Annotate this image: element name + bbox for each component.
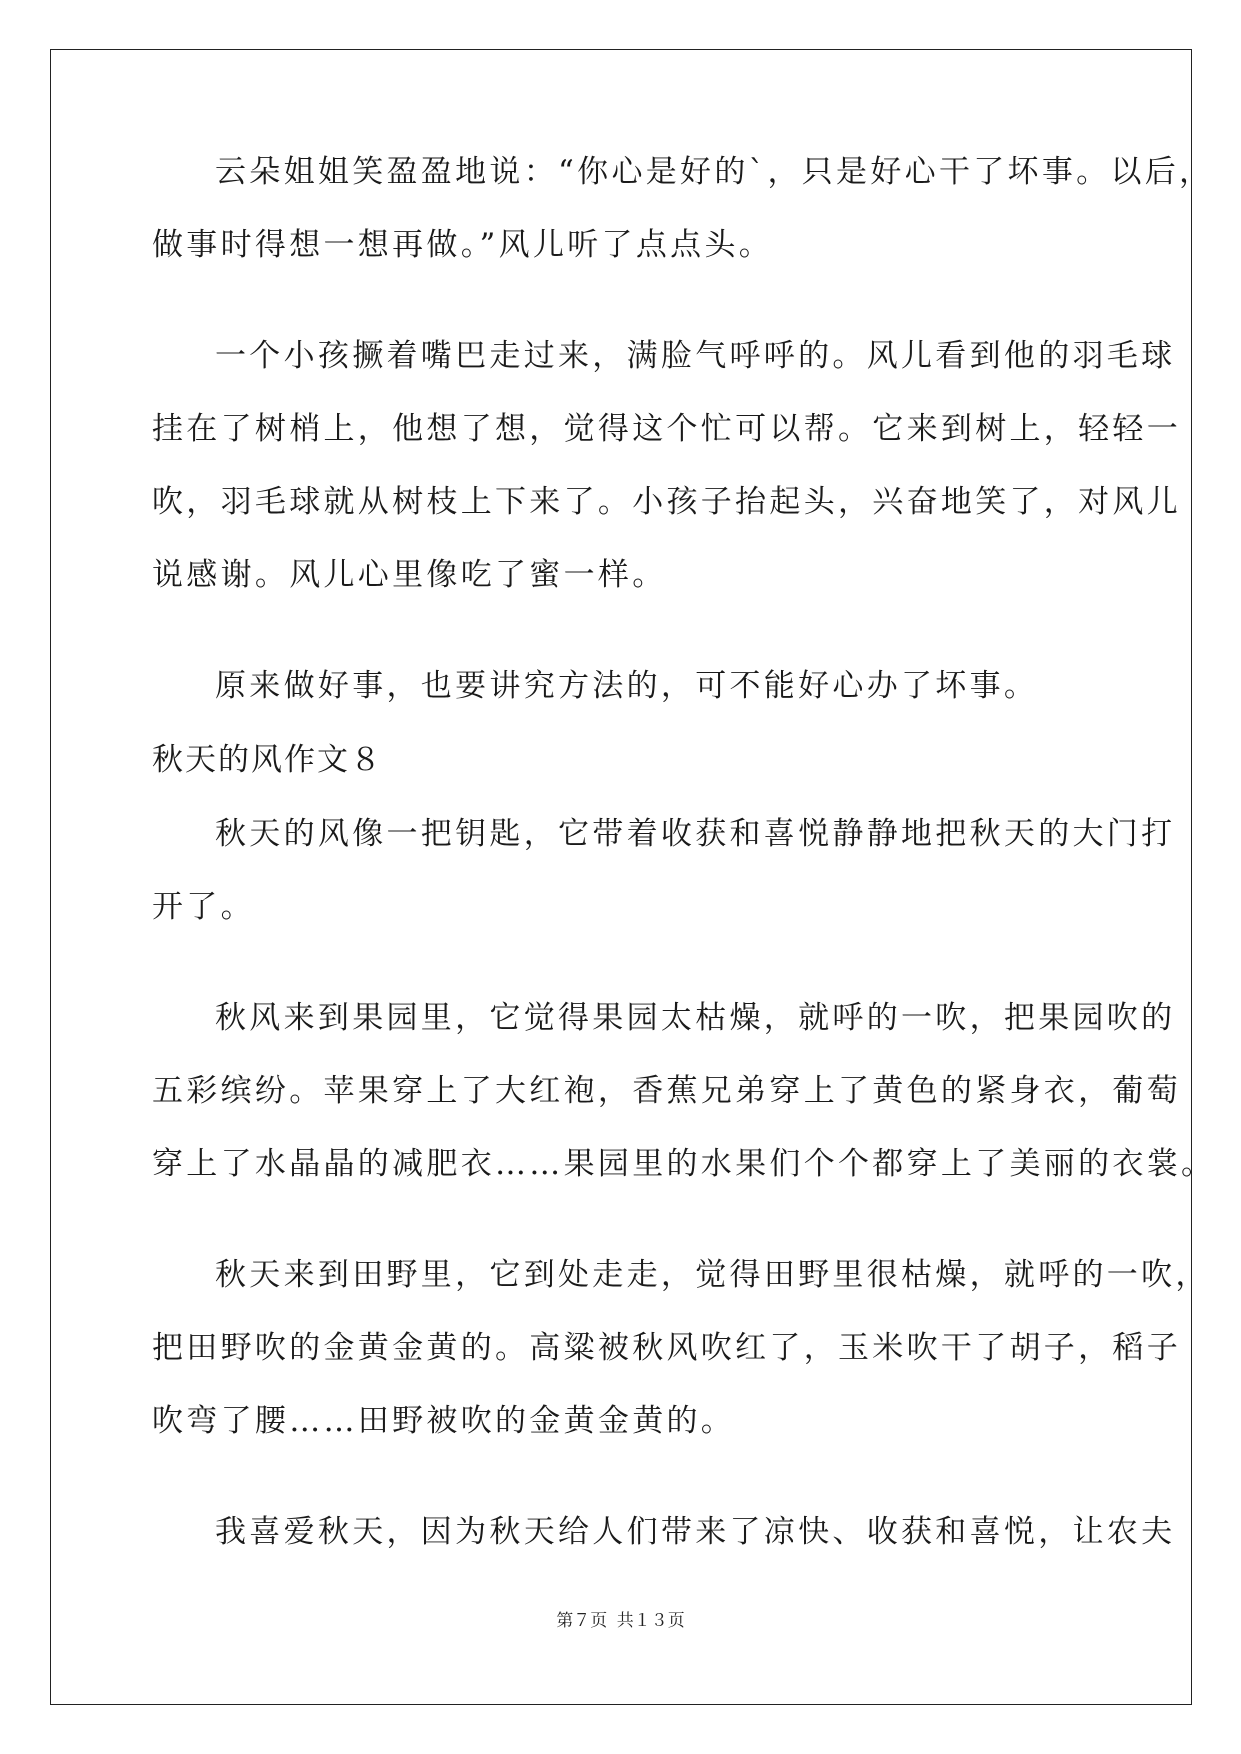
paragraph-line: 挂在了树梢上，他想了想，觉得这个忙可以帮。它来到树上，轻轻一 (152, 411, 1181, 447)
page-footer (0, 1610, 1241, 1632)
paragraph-line: 五彩缤纷。苹果穿上了大红袍，香蕉兄弟穿上了黄色的紧身衣，葡萄 (152, 1073, 1181, 1109)
paragraph-line: 秋天来到田野里，它到处走走，觉得田野里很枯燥，就呼的一吹， (215, 1257, 1210, 1293)
paragraph-line: 说感谢。风儿心里像吃了蜜一样。 (152, 557, 667, 593)
page-total: 共１３页 (616, 1611, 685, 1631)
paragraph-line: 开了。 (152, 889, 255, 925)
paragraph-line: 云朵姐姐笑盈盈地说：“你心是好的`，只是好心干了坏事。以后， (215, 154, 1214, 190)
paragraph-line: 秋天的风像一把钥匙，它带着收获和喜悦静静地把秋天的大门打 (215, 816, 1176, 852)
paragraph-line: 做事时得想一想再做。”风儿听了点点头。 (152, 227, 774, 263)
page-border (50, 49, 1192, 1705)
paragraph-line: 我喜爱秋天，因为秋天给人们带来了凉快、收获和喜悦，让农夫 (215, 1514, 1176, 1550)
paragraph-line: 一个小孩撅着嘴巴走过来，满脸气呼呼的。风儿看到他的羽毛球 (215, 338, 1176, 374)
paragraph-line: 吹，羽毛球就从树枝上下来了。小孩子抬起头，兴奋地笑了，对风儿 (152, 484, 1181, 520)
paragraph-line: 吹弯了腰……田野被吹的金黄金黄的。 (152, 1403, 736, 1439)
paragraph-line: 穿上了水晶晶的减肥衣……果园里的水果们个个都穿上了美丽的衣裳。 (152, 1146, 1216, 1182)
paragraph-line: 把田野吹的金黄金黄的。高粱被秋风吹红了，玉米吹干了胡子，稻子 (152, 1330, 1181, 1366)
section-heading: 秋天的风作文８ (152, 742, 383, 778)
page-number: 第７页 (556, 1611, 608, 1631)
paragraph-line: 原来做好事，也要讲究方法的，可不能好心办了坏事。 (215, 668, 1039, 704)
paragraph-line: 秋风来到果园里，它觉得果园太枯燥，就呼的一吹，把果园吹的 (215, 1000, 1176, 1036)
